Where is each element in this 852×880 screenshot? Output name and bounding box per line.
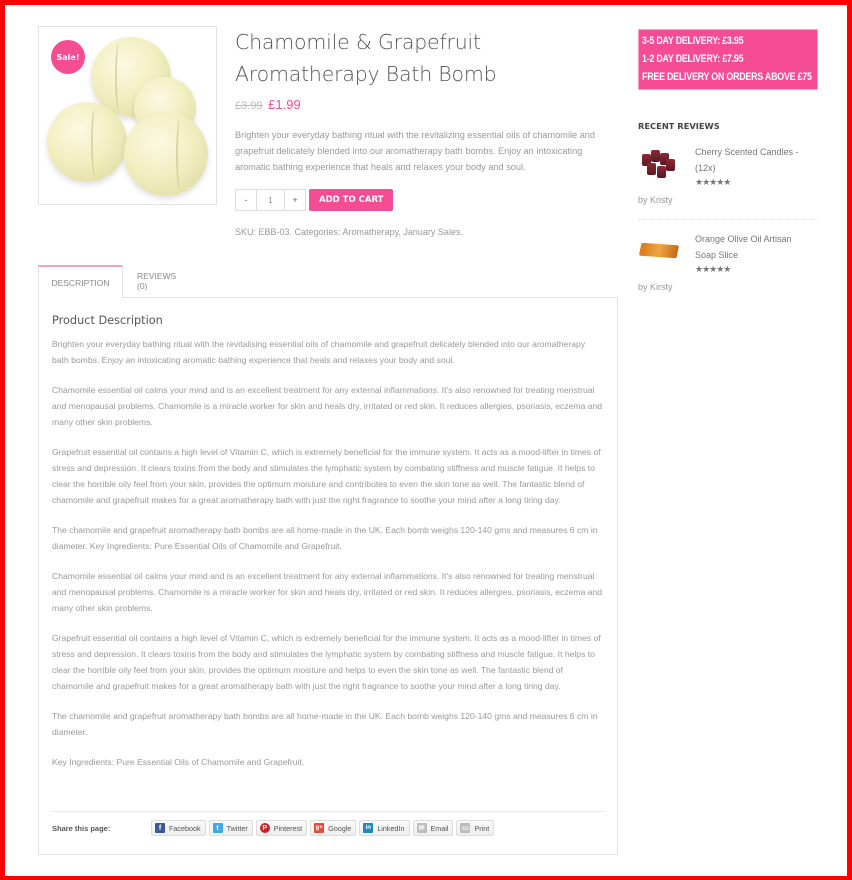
quantity-input[interactable]: 1: [257, 189, 284, 211]
share-email-button[interactable]: [413, 820, 454, 836]
sale-badge: Sale!: [51, 40, 85, 74]
share-linkedin-button[interactable]: [359, 820, 409, 836]
delivery-banner: [638, 29, 818, 90]
recent-reviews-heading: RECENT REVIEWS: [638, 121, 720, 131]
share-button-label: LinkedIn: [377, 823, 405, 833]
product-summary: [235, 26, 615, 237]
share-google-button[interactable]: [310, 820, 356, 836]
review-product-link[interactable]: Orange Olive Oil Artisan Soap Slice: [695, 234, 792, 260]
share-button-label: Email: [430, 823, 449, 833]
share-button-label: Print: [474, 823, 490, 833]
short-description: Brighten your everyday bathing ritual with the revitalizing essential oils of chamomile and grapefruit delicately blended into our aromatherapy bath bombs. Enjoy an intoxicating aromatic bathing experience that heals and relaxes your body and soul.: [235, 130, 596, 172]
share-bar: [52, 811, 604, 836]
share-pinterest-button[interactable]: [256, 820, 307, 836]
twitter-icon: t: [213, 823, 223, 833]
product-meta: SKU: EBB-03. Categories: Aromatherapy, January Sales.: [235, 227, 463, 237]
quantity-decrease-button[interactable]: -: [235, 189, 257, 211]
share-button-label: Twitter: [226, 823, 248, 833]
description-paragraph: Brighten your everyday bathing ritual with the revitalising essential oils of chamomile and grapefruit delicately blended into our aromatherapy bath bombs. Enjoy an intoxicating aromatic bathing experience that heals and relaxes your body and soul.: [52, 339, 586, 365]
star-rating: ★★★★★: [695, 264, 731, 274]
tab-reviews[interactable]: REVIEWS (0): [137, 271, 177, 291]
original-price: £3.99: [235, 100, 263, 112]
description-paragraph: The chamomile and grapefruit aromatherapy bath bombs are all home-made in the UK. Each bomb weighs 120-140 gms and measures 6 cm in diameter.: [52, 711, 598, 737]
share-button-label: Pinterest: [273, 823, 303, 833]
sale-price: £1.99: [268, 97, 301, 112]
description-heading: Product Description: [52, 314, 163, 327]
pinterest-icon: P: [260, 823, 270, 833]
share-print-button[interactable]: [456, 820, 494, 836]
orange-soap-thumbnail[interactable]: [638, 235, 680, 269]
product-tabs: [38, 265, 201, 297]
description-paragraph: Key Ingredients: Pure Essential Oils of Chamomile and Grapefruit.: [52, 757, 305, 767]
facebook-icon: f: [155, 823, 165, 833]
share-label: Share this page:: [52, 823, 111, 833]
share-button-label: Facebook: [169, 823, 201, 833]
description-paragraph: Grapefruit essential oil contains a high level of Vitamin C, which is extremely beneficial for the immune system. It acts as a mood-lifter in times of stress and depression. It clears toxins from the body and stimulates the lymphatic system by combating stiffness and muscle fatigue. It helps to clear the horrible oily feel from your skin, provides the optimum moisture and contributes to even the skin tone as well. The fantastic blend of chamomile and grapefruit makes for a great aromatherapy bath with just the right fragrance to soothe your mind after a long tiring day.: [52, 447, 601, 505]
tab-description[interactable]: DESCRIPTION: [38, 265, 123, 298]
google-plus-icon: g+: [315, 825, 323, 831]
description-paragraph: The chamomile and grapefruit aromatherapy bath bombs are all home-made in the UK. Each bomb weighs 120-140 gms and measures 6 cm in diameter. Key Ingredients: Pure Essential Oils of Chamomile and Grapefruit.: [52, 525, 598, 551]
cherry-candles-thumbnail[interactable]: [638, 148, 680, 182]
description-paragraph: Grapefruit essential oil contains a high level of Vitamin C, which is extremely beneficial for the immune system. It acts as a mood-lifter in times of stress and depression. It clears toxins from the body and stimulates the lymphatic system by combating stiffness and muscle fatigue. It helps to clear the horrible oily feel from your skin, provides the optimum moisture and helps to even the skin tone as well. The fantastic blend of chamomile and grapefruit makes for a great aromatherapy bath with just the right fragrance to soothe your mind after a long tiring day.: [52, 633, 601, 691]
linkedin-icon: in: [363, 823, 373, 833]
email-icon: ✉: [417, 823, 427, 833]
divider: [638, 219, 818, 220]
bath-bomb-graphic: [124, 112, 208, 196]
share-button-label: Google: [328, 823, 352, 833]
description-paragraph: Chamomile essential oil calms your mind and is an excellent treatment for any external inflammations. It’s also renowned for treating menstrual and menopausal problems. Chamomile is a miracle worker for skin and heals dry, irritated or red skin. It reduces allergies, psoriasis, eczema and many other skin problems.: [52, 385, 603, 427]
share-facebook-button[interactable]: [151, 820, 206, 836]
delivery-line: 3-5 DAY DELIVERY: £3.95: [642, 35, 744, 47]
quantity-increase-button[interactable]: +: [284, 189, 306, 211]
review-author: by Kristy: [638, 195, 673, 205]
review-product-link[interactable]: Cherry Scented Candles - (12x): [695, 147, 799, 173]
bath-bomb-graphic: [47, 102, 127, 182]
description-panel: [38, 297, 618, 855]
review-item: [638, 231, 818, 297]
add-to-cart-button[interactable]: ADD TO CART: [309, 189, 393, 211]
share-twitter-button[interactable]: [209, 820, 253, 836]
review-item: [638, 144, 818, 210]
delivery-line: FREE DELIVERY ON ORDERS ABOVE £75: [642, 71, 812, 83]
product-title: Chamomile & Grapefruit Aromatherapy Bath Bomb: [235, 30, 497, 86]
product-price: [235, 96, 615, 115]
print-icon: ▭: [462, 825, 469, 832]
star-rating: ★★★★★: [695, 177, 731, 187]
review-author: by Kirsty: [638, 282, 673, 292]
delivery-line: 1-2 DAY DELIVERY: £7.95: [642, 53, 744, 65]
add-to-cart-form: [235, 189, 615, 211]
description-paragraph: Chamomile essential oil calms your mind and is an excellent treatment for any external inflammations. It’s also renowned for treating menstrual and menopausal problems. Chamomile is a miracle worker for skin and heals dry, irritated or red skin. It reduces allergies, psoriasis, eczema and many other skin problems.: [52, 571, 603, 613]
product-image[interactable]: [38, 26, 217, 205]
